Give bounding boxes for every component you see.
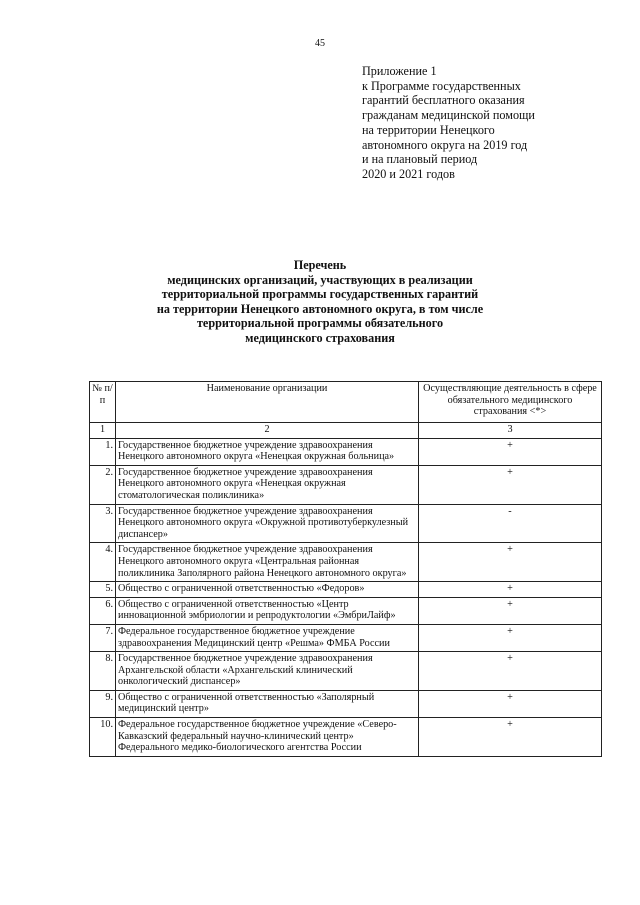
oms-flag: +	[419, 438, 602, 465]
row-number: 10.	[90, 718, 116, 757]
table-header-row	[90, 382, 602, 423]
organization-name: Государственное бюджетное учреждение здравоохранения Ненецкого автономного округа «Ненецкая окружная больница»	[116, 438, 419, 465]
appendix-line: и на плановый период	[362, 152, 478, 167]
organization-name: Государственное бюджетное учреждение здравоохранения Ненецкого автономного округа «Центральная районная поликлиника Заполярного района Ненецкого автономного округа»	[116, 543, 419, 582]
row-number: 7.	[90, 624, 116, 651]
table-row	[90, 624, 602, 651]
organization-name: Общество с ограниченной ответственностью «Федоров»	[116, 582, 419, 598]
title-line: медицинского страхования	[245, 330, 395, 345]
appendix-line: Приложение 1	[362, 64, 437, 78]
row-number: 5.	[90, 582, 116, 598]
organization-name: Федеральное государственное бюджетное учреждение здравоохранения Медицинский центр «Решма» ФМБА России	[116, 624, 419, 651]
organization-name: Федеральное государственное бюджетное учреждение «Северо-Кавказский федеральный научно-клинический центр» Федерального медико-биологического агентства России	[116, 718, 419, 757]
row-number: 8.	[90, 652, 116, 691]
table-row	[90, 718, 602, 757]
index-cell: 1	[90, 423, 116, 439]
title-line: территориальной программы обязательного	[196, 316, 444, 331]
oms-flag: +	[419, 597, 602, 624]
table-index-row	[90, 423, 602, 439]
table-row	[90, 543, 602, 582]
oms-flag: +	[419, 624, 602, 651]
row-number: 9.	[90, 690, 116, 717]
appendix-line: к Программе государственных	[362, 78, 521, 93]
organization-name: Государственное бюджетное учреждение здравоохранения Ненецкого автономного округа «Окружной противотуберкулезный диспансер»	[116, 504, 419, 543]
oms-flag: -	[419, 504, 602, 543]
appendix-line: автономного округа на 2019 год	[362, 137, 528, 152]
appendix-line: гражданам медицинской помощи	[362, 108, 535, 123]
oms-flag: +	[419, 465, 602, 504]
table-row	[90, 438, 602, 465]
title-line: территориальной программы государственных гарантий	[161, 287, 479, 302]
appendix-block	[362, 64, 612, 182]
organization-name: Государственное бюджетное учреждение здравоохранения Ненецкого автономного округа «Ненецкая окружная стоматологическая поликлиника»	[116, 465, 419, 504]
oms-flag: +	[419, 652, 602, 691]
oms-flag: +	[419, 718, 602, 757]
document-title	[100, 258, 540, 346]
row-number: 4.	[90, 543, 116, 582]
row-number: 3.	[90, 504, 116, 543]
header-organization-name: Наименование организации	[116, 382, 419, 423]
table-row	[90, 582, 602, 598]
page-number: 45	[315, 38, 325, 49]
index-cell: 3	[419, 423, 602, 439]
appendix-line: 2020 и 2021 годов	[362, 166, 455, 181]
row-number: 2.	[90, 465, 116, 504]
table-row	[90, 690, 602, 717]
organization-name: Общество с ограниченной ответственностью «Центр инновационной эмбриологии и репродуктологии «ЭмбриЛайф»	[116, 597, 419, 624]
table-row	[90, 465, 602, 504]
organization-name: Государственное бюджетное учреждение здравоохранения Архангельской области «Архангельский клинический онкологический диспансер»	[116, 652, 419, 691]
oms-flag: +	[419, 543, 602, 582]
table-row	[90, 504, 602, 543]
organization-name: Общество с ограниченной ответственностью «Заполярный медицинский центр»	[116, 690, 419, 717]
header-oms-activity: Осуществляющие деятельность в сфере обязательного медицинского страхования <*>	[419, 382, 602, 423]
oms-flag: +	[419, 582, 602, 598]
header-number: № п/п	[90, 382, 116, 423]
oms-flag: +	[419, 690, 602, 717]
row-number: 6.	[90, 597, 116, 624]
title-line: на территории Ненецкого автономного округа, в том числе	[156, 301, 484, 316]
organizations-table	[89, 381, 602, 757]
title-line: медицинских организаций, участвующих в реализации	[167, 272, 473, 287]
title-line: Перечень	[293, 258, 347, 272]
appendix-line: на территории Ненецкого	[362, 122, 495, 137]
row-number: 1.	[90, 438, 116, 465]
table-row	[90, 652, 602, 691]
table-row	[90, 597, 602, 624]
appendix-line: гарантий бесплатного оказания	[362, 93, 525, 108]
index-cell: 2	[116, 423, 419, 439]
